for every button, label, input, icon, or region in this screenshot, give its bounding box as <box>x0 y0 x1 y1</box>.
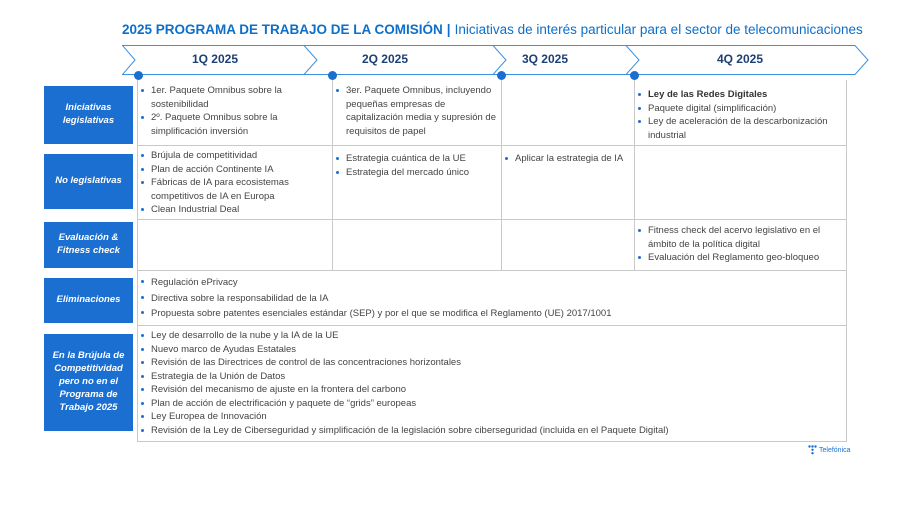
quarter-label-q1: 1Q 2025 <box>191 52 239 66</box>
list-item: Revisión de la Ley de Ciberseguridad y simplificación de la legislación sobre ciberseguridad (incluida en el Paquete Digital) <box>140 424 844 438</box>
list-item: Aplicar la estrategia de IA <box>504 152 632 166</box>
list-item: Revisión del mecanismo de ajuste en la frontera del carbono <box>140 383 844 397</box>
telefonica-logo <box>808 445 851 455</box>
cell-non-legislative-q2 <box>335 152 499 179</box>
list-item: Ley Europea de Innovación <box>140 410 844 424</box>
list-item: Fábricas de IA para ecosistemas competitivos de IA en Europa <box>140 176 328 203</box>
title-separator: | <box>446 22 451 37</box>
grid-line <box>137 80 138 442</box>
list-item: Fitness check del acervo legislativo en el ámbito de la política digital <box>637 224 844 251</box>
row-label-legislative: Iniciativas legislativas <box>44 86 133 144</box>
list-item: Plan de acción de electrificación y paquete de “grids” europeas <box>140 397 844 411</box>
list-item: Estrategia cuántica de la UE <box>335 152 499 166</box>
cell-eliminations <box>140 275 844 322</box>
row-label-non-legislative: No legislativas <box>44 154 133 209</box>
grid-line <box>137 441 847 442</box>
cell-non-legislative-q1 <box>140 149 328 217</box>
timeline-dot <box>134 71 143 80</box>
list-item: Plan de acción Continente IA <box>140 163 328 177</box>
list-item: Ley de aceleración de la descarbonización industrial <box>637 115 844 142</box>
cell-legislative-q2 <box>335 84 499 138</box>
cell-competitiveness-compass <box>140 329 844 437</box>
list-item: 1er. Paquete Omnibus sobre la sostenibilidad <box>140 84 328 111</box>
list-item: Directiva sobre la responsabilidad de la IA <box>140 291 844 307</box>
list-item: Evaluación del Reglamento geo-bloqueo <box>637 251 844 265</box>
list-item: 2º. Paquete Omnibus sobre la simplificación inversión <box>140 111 328 138</box>
grid-line <box>846 80 847 442</box>
timeline-dot <box>497 71 506 80</box>
list-item: Paquete digital (simplificación) <box>637 102 844 116</box>
cell-legislative-q4 <box>637 88 844 142</box>
list-item: Estrategia del mercado único <box>335 166 499 180</box>
cell-non-legislative-q3 <box>504 152 632 166</box>
title-subtitle: Iniciativas de interés particular para el sector de telecomunicaciones <box>454 22 863 37</box>
page-title <box>122 22 863 37</box>
grid-line <box>137 270 847 271</box>
list-item: Estrategia de la Unión de Datos <box>140 370 844 384</box>
list-item: Clean Industrial Deal <box>140 203 328 217</box>
grid-line <box>137 325 847 326</box>
list-item: 3er. Paquete Omnibus, incluyendo pequeñas empresas de capitalización media y supresión de requisitos de papel <box>335 84 499 138</box>
row-label-evaluation: Evaluación & Fitness check <box>44 222 133 268</box>
grid-line <box>332 80 333 270</box>
list-item: Ley de desarrollo de la nube y la IA de la UE <box>140 329 844 343</box>
grid-line <box>137 219 847 220</box>
list-item: Propuesta sobre patentes esenciales estándar (SEP) y por el que se modifica el Reglamento (UE) 2017/1001 <box>140 306 844 322</box>
quarter-label-q3: 3Q 2025 <box>521 52 569 66</box>
cell-evaluation-q4 <box>637 224 844 265</box>
list-item: Ley de las Redes Digitales <box>637 88 844 102</box>
quarter-label-q2: 2Q 2025 <box>361 52 409 66</box>
list-item: Brújula de competitividad <box>140 149 328 163</box>
row-label-eliminations: Eliminaciones <box>44 278 133 323</box>
grid-line <box>634 80 635 270</box>
timeline-dot <box>328 71 337 80</box>
list-item: Nuevo marco de Ayudas Estatales <box>140 343 844 357</box>
quarter-label-q4: 4Q 2025 <box>716 52 764 66</box>
timeline-dot <box>630 71 639 80</box>
grid-line <box>137 145 847 146</box>
list-item: Revisión de las Directrices de control de las concentraciones horizontales <box>140 356 844 370</box>
list-item: Regulación ePrivacy <box>140 275 844 291</box>
grid-line <box>501 80 502 270</box>
logo-text: Telefónica <box>819 446 851 454</box>
cell-legislative-q1 <box>140 84 328 138</box>
title-bold: 2025 PROGRAMA DE TRABAJO DE LA COMISIÓN <box>122 22 443 37</box>
row-label-competitiveness-compass: En la Brújula de Competitividad pero no en el Programa de Trabajo 2025 <box>44 334 133 431</box>
telefonica-logo-icon <box>808 445 817 455</box>
